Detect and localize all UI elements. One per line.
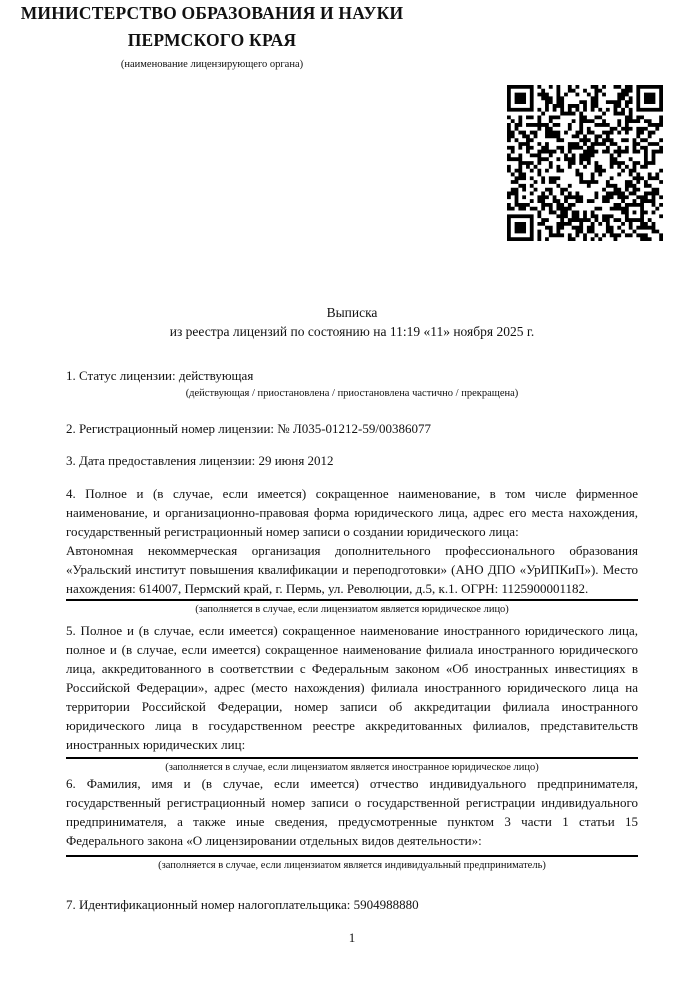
- foreign-entity-heading: 5. Полное и (в случае, если имеется) сокращенное наименование иностранного юридического лица, полное и (в случае, если имеется) сокращенное наименование филиала иностранного юридического лица, аккредитованного в соответствии с Федеральным законом «Об иностранных инвестициях в Российской Федерации», адрес (место нахождения) филиала иностранного юридического лица на территории Российской Федерации, номер записи об аккредитации филиала иностранного юридического лица в государственном реестре аккредитованных филиалов, представительств иностранных юридических лиц:: [66, 623, 638, 752]
- qr-code-image: [507, 85, 663, 241]
- legal-entity-fill-note: (заполняется в случае, если лицензиатом является юридическое лицо): [195, 604, 509, 615]
- item-entrepreneur: [66, 774, 638, 872]
- qr-code: [507, 85, 663, 241]
- title-line2: из реестра лицензий по состоянию на 11:19 «11» ноября 2025 г.: [169, 324, 535, 339]
- item-registration-number: [66, 419, 638, 438]
- license-status-text: 1. Статус лицензии: действующая: [66, 368, 254, 383]
- item-grant-date: [66, 451, 638, 470]
- legal-entity-underline: [66, 599, 638, 601]
- foreign-entity-underline: [66, 757, 638, 759]
- license-status-options-note: (действующая / приостановлена / приостановлена частично / прекращена): [185, 388, 519, 399]
- entrepreneur-heading: 6. Фамилия, имя и (в случае, если имеется) отчество индивидуального предпринимателя, государственный регистрационный номер записи о государственной регистрации индивидуального предпринимателя, а также иные сведения, предусмотренные пунктом 3 части 1 статьи 15 Федерального закона «О лицензировании отдельных видов деятельности»:: [66, 776, 638, 848]
- foreign-entity-fill-note: (заполняется в случае, если лицензиатом является иностранное юридическое лицо): [165, 762, 539, 773]
- licensing-authority-note: (наименование лицензирующего органа): [120, 59, 304, 70]
- entrepreneur-fill-note: (заполняется в случае, если лицензиатом является индивидуальный предприниматель): [158, 860, 546, 871]
- ministry-header: [0, 0, 424, 71]
- legal-entity-value: Автономная некоммерческая организация дополнительного профессионального образования «Уральский институт повышения квалификации и переподготовки» (АНО ДПО «УрИПКиП»). Место нахождения: 614007, Пермский край, г. Пермь, ул. Революции, д.5, к.1. ОГРН: 1125900001182.: [66, 543, 638, 596]
- item-foreign-entity: [66, 621, 638, 774]
- legal-entity-heading: 4. Полное и (в случае, если имеется) сокращенное наименование, в том числе фирменное наименование, и организационно-правовая форма юридического лица, адрес его места нахождения, государственный регистрационный номер записи о создании юридического лица:: [66, 486, 638, 539]
- item-taxpayer-id: [66, 895, 638, 914]
- registration-number-text: 2. Регистрационный номер лицензии: № Л035-01212-59/00386077: [66, 421, 432, 436]
- ministry-name-line2: ПЕРМСКОГО КРАЯ: [127, 30, 297, 50]
- ministry-name-line1: МИНИСТЕРСТВО ОБРАЗОВАНИЯ И НАУКИ: [20, 3, 404, 23]
- grant-date-text: 3. Дата предоставления лицензии: 29 июня 2012: [66, 453, 334, 468]
- item-legal-entity: [66, 484, 638, 616]
- item-license-status: [66, 366, 638, 400]
- page-number: 1: [348, 930, 356, 945]
- taxpayer-id-text: 7. Идентификационный номер налогоплательщика: 5904988880: [66, 897, 419, 912]
- title-line1: Выписка: [326, 305, 378, 320]
- entrepreneur-underline: [66, 855, 638, 857]
- document-title: [66, 303, 638, 341]
